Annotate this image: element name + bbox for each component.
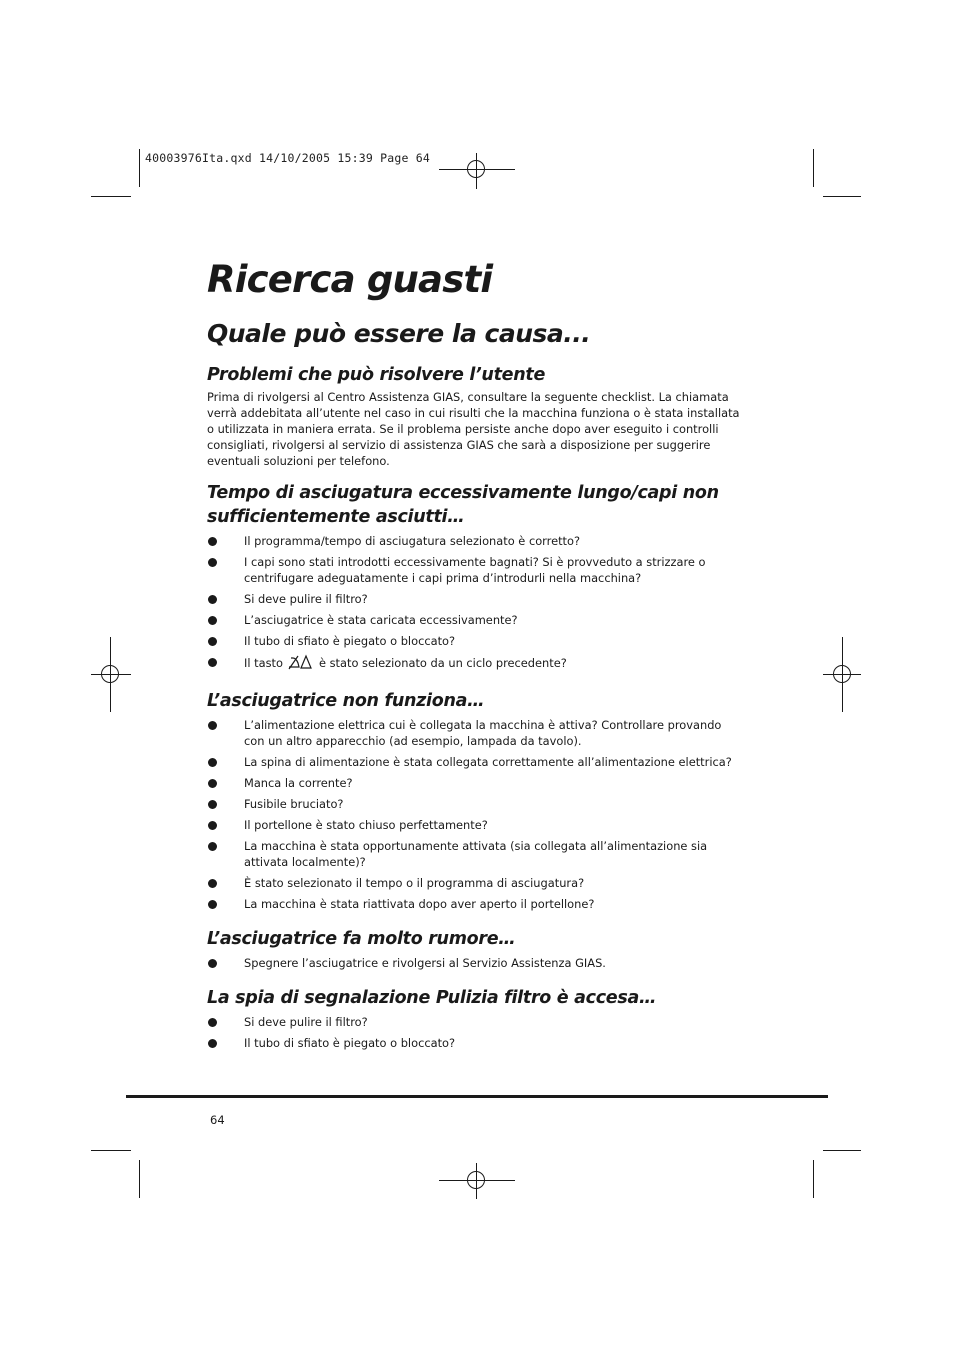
not-working-checklist (207, 717, 747, 912)
section-heading-filter-light: La spia di segnalazione Pulizia filtro è accesa… (207, 988, 657, 1008)
page-number: 64 (210, 1113, 225, 1127)
list-item: La spina di alimentazione è stata collegata correttamente all’alimentazione elettrica? (207, 754, 734, 770)
content-flow (207, 363, 747, 1056)
crop-mark (91, 196, 131, 197)
section-heading-noise: L’asciugatrice fa molto rumore… (207, 929, 516, 949)
list-item: Il portellone è stato chiuso perfettamente? (207, 817, 734, 833)
bullet-icon (208, 1018, 217, 1027)
filter-checklist (207, 1014, 747, 1051)
bullet-icon (208, 821, 217, 830)
bullet-icon (208, 537, 217, 546)
bullet-icon (208, 658, 217, 667)
crop-mark (91, 1150, 131, 1151)
crop-mark (823, 196, 861, 197)
list-item: L’alimentazione elettrica cui è collegata la macchina è attiva? Controllare provando con un altro apparecchio (ad esempio, lampada da tavolo). (207, 717, 734, 749)
noise-checklist (207, 955, 747, 971)
footer-rule (126, 1095, 828, 1098)
bullet-icon (208, 900, 217, 909)
bullet-icon (208, 779, 217, 788)
drying-checklist (207, 533, 747, 674)
page-subtitle: Quale può essere la causa... (207, 319, 591, 348)
section-heading-not-working: L’asciugatrice non funziona… (207, 691, 485, 711)
list-item: Si deve pulire il filtro? (207, 591, 734, 607)
list-item: Il programma/tempo di asciugatura selezionato è corretto? (207, 533, 734, 549)
registration-mark-icon (101, 665, 119, 683)
bullet-icon (208, 721, 217, 730)
list-item: Il tubo di sfiato è piegato o bloccato? (207, 633, 734, 649)
list-item: La macchina è stata riattivata dopo aver aperto il portellone? (207, 896, 734, 912)
registration-mark-icon (833, 665, 851, 683)
registration-mark-icon (467, 160, 485, 178)
list-item: Fusibile bruciato? (207, 796, 734, 812)
list-item: I capi sono stati introdotti eccessivamente bagnati? Si è provveduto a strizzare o centrifugare adeguatamente i capi prima d’introdurli nella macchina? (207, 554, 734, 586)
section-heading-drying-time: Tempo di asciugatura eccessivamente lungo/capi non sufficientemente asciutti… (207, 483, 719, 527)
crop-mark (823, 1150, 861, 1151)
iron-icon (287, 654, 313, 674)
bullet-icon (208, 842, 217, 851)
crop-mark (813, 1160, 814, 1198)
list-item: Si deve pulire il filtro? (207, 1014, 734, 1030)
bullet-icon (208, 558, 217, 567)
list-item: Spegnere l’asciugatrice e rivolgersi al Servizio Assistenza GIAS. (207, 955, 734, 971)
bullet-icon (208, 616, 217, 625)
list-item: La macchina è stata opportunamente attivata (sia collegata all’alimentazione sia attivata localmente)? (207, 838, 734, 870)
bullet-icon (208, 800, 217, 809)
list-item: L’asciugatrice è stata caricata eccessivamente? (207, 612, 734, 628)
registration-mark-icon (467, 1171, 485, 1189)
crop-mark (139, 1160, 140, 1198)
bullet-icon (208, 595, 217, 604)
bullet-icon (208, 758, 217, 767)
crop-mark (139, 149, 140, 187)
list-item: Manca la corrente? (207, 775, 734, 791)
crop-mark (813, 149, 814, 187)
list-item: Il tasto è stato selezionato da un ciclo precedente? (207, 654, 734, 674)
page-title: Ricerca guasti (207, 258, 493, 301)
bullet-icon (208, 959, 217, 968)
bullet-icon (208, 1039, 217, 1048)
print-slug: 40003976Ita.qxd 14/10/2005 15:39 Page 64 (145, 151, 430, 165)
bullet-icon (208, 637, 217, 646)
list-item: È stato selezionato il tempo o il programma di asciugatura? (207, 875, 734, 891)
section-heading-user-problems: Problemi che può risolvere l’utente (207, 365, 546, 385)
list-item: Il tubo di sfiato è piegato o bloccato? (207, 1035, 734, 1051)
intro-paragraph: Prima di rivolgersi al Centro Assistenza GIAS, consultare la seguente checklist. La chiamata verrà addebitata all’utente nel caso in cui risulti che la macchina funziona o è stata installata o utilizzata in maniera errata. Se il problema persiste anche dopo aver eseguito i controlli consigliati, rivolgersi al servizio di assistenza GIAS che sarà a disposizione per suggerire eventuali soluzioni per telefono. (207, 390, 740, 468)
bullet-icon (208, 879, 217, 888)
